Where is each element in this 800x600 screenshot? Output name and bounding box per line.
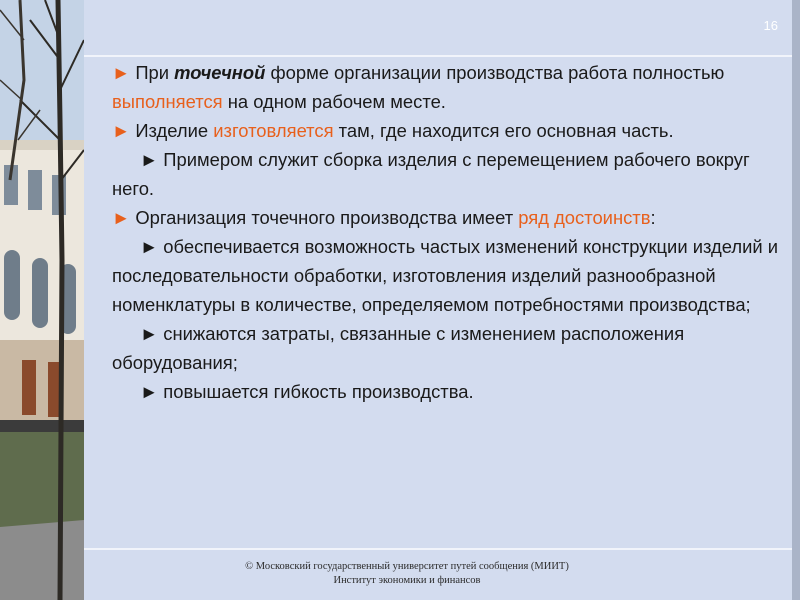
building-photo: [0, 0, 84, 600]
text-segment: Изделие: [130, 120, 214, 141]
building-photo-illustration: [0, 0, 84, 600]
bullet-marker: ►: [112, 120, 131, 141]
text-segment: там, где находится его основная часть.: [333, 120, 674, 141]
footer-copyright: © Московский государственный университет путей сообщения (МИИТ): [245, 561, 569, 572]
advantage-item-lower-costs: ► снижаются затраты, связанные с изменением расположения оборудования;: [112, 323, 685, 373]
advantage-item-flexibility-of-design: ► обеспечивается возможность частых изменений конструкции изделий и последовательности обработки, изготовления изделий разнообразной номенклатуры в количестве, определяемом потребностями производства;: [112, 236, 779, 315]
text-segment: на одном рабочем месте.: [222, 91, 446, 112]
advantage-item-flexibility: ► повышается гибкость производства.: [140, 381, 474, 402]
highlighted-term: ряд достоинств: [518, 207, 651, 228]
paragraph-example: ► Примером служит сборка изделия с перемещением рабочего вокруг него.: [112, 149, 750, 199]
text-segment: При: [130, 62, 175, 83]
bullet-marker: ►: [112, 62, 131, 83]
paragraph-product: [112, 116, 780, 145]
emphasized-term: точечной: [174, 62, 266, 83]
bullet-marker: ►: [112, 207, 131, 228]
footer: [84, 560, 730, 588]
paragraph-point-form: [112, 58, 780, 116]
slide-body: [112, 58, 780, 406]
paragraph-advantages: [112, 203, 780, 232]
top-divider: [84, 55, 792, 57]
text-segment: форме организации производства работа полностью: [265, 62, 725, 83]
highlighted-term: выполняется: [112, 91, 223, 112]
highlighted-term: изготовляется: [213, 120, 334, 141]
right-edge-shade: [792, 0, 800, 600]
footer-institute: Институт экономики и финансов: [333, 575, 481, 586]
title-band: [84, 0, 792, 55]
text-segment: :: [650, 207, 656, 228]
page-number: 16: [763, 18, 778, 33]
text-segment: Организация точечного производства имеет: [130, 207, 519, 228]
